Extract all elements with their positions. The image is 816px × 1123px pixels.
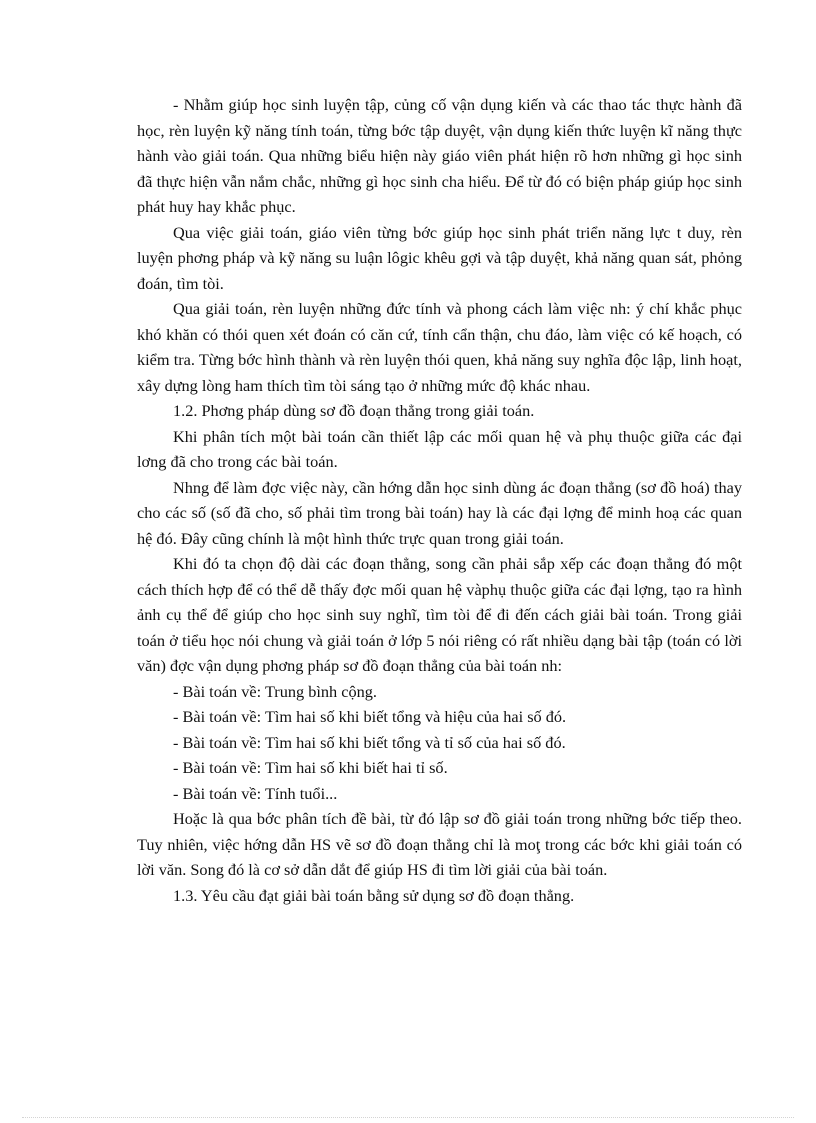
list-item: - Bài toán về: Tìm hai số khi biết hai tỉ số. [173, 758, 448, 777]
paragraph: Khi đó ta chọn độ dài các đoạn thẳng, song cần phải sắp xếp các đoạn thẳng đó một cách thích hợp để có thể dễ thấy đợc mối quan hệ vàphụ thuộc giữa các đại lợng, tạo ra hình ảnh cụ thể để giúp cho học sinh suy nghĩ, tìm tòi để đi đến cách giải bài toán. Trong giải toán ở tiểu học nói chung và giải toán ở lớp 5 nói riêng có rất nhiều dạng bài tập (toán có lời văn) đợc vận dụng phơng pháp sơ đồ đoạn thẳng của bài toán nh: [137, 554, 742, 675]
list-item: - Bài toán về: Tìm hai số khi biết tổng và tỉ số của hai số đó. [173, 732, 566, 752]
paragraph: Nhng để làm đợc việc này, cần hớng dẫn học sinh dùng ác đoạn thẳng (sơ đồ hoá) thay cho các số (số đã cho, số phải tìm trong bài toán) hay là các đại lợng để minh hoạ các quan hệ đó. Đây cũng chính là một hình thức trực quan trong giải toán. [137, 477, 742, 548]
section-heading-1-2: 1.2. Phơng pháp dùng sơ đồ đoạn thẳng trong giải toán. [173, 401, 535, 420]
paragraph: Hoặc là qua bớc phân tích đề bài, từ đó lập sơ đồ giải toán trong những bớc tiếp theo. Tuy nhiên, việc hớng dẫn HS vẽ sơ đồ đoạn thẳng chỉ là moţ trong các bớc khi giải toán có lời văn. Song đó là cơ sở dẫn dắt để giúp HS đi tìm lời giải của bài toán. [137, 809, 742, 879]
section-heading-1-3: 1.3. Yêu cầu đạt giải bài toán bằng sử dụng sơ đồ đoạn thẳng. [173, 885, 575, 905]
page-bottom-divider [22, 1117, 794, 1118]
document-body [137, 92, 742, 908]
paragraph: - Nhằm giúp học sinh luyện tập, củng cố vận dụng kiến và các thao tác thực hành đã học, rèn luyện kỹ năng tính toán, từng bớc tập duyệt, vận dụng kiến thức luyện kĩ năng thực hành vào giải toán. Qua những biểu hiện này giáo viên phát hiện rõ hơn những gì học sinh đã thực hiện vẫn nắm chắc, những gì học sinh cha hiểu. Để từ đó có biện pháp giúp học sinh phát huy hay khắc phục. [137, 95, 742, 216]
paragraph: Khi phân tích một bài toán cần thiết lập các mối quan hệ và phụ thuộc giữa các đại lơng đã cho trong các bài toán. [137, 426, 742, 471]
list-item: - Bài toán về: Tìm hai số khi biết tổng và hiệu của hai số đó. [173, 707, 567, 726]
paragraph: Qua giải toán, rèn luyện những đức tính và phong cách làm việc nh: ý chí khắc phục khó khăn có thói quen xét đoán có căn cứ, tính cẩn thận, chu đáo, làm việc có kế hoạch, có kiểm tra. Từng bớc hình thành và rèn luyện thói quen, khả năng suy nghĩa độc lập, linh hoạt, xây dựng lòng ham thích tìm tòi sáng tạo ở những mức độ khác nhau. [137, 299, 742, 395]
list-item: - Bài toán về: Tính tuổi... [173, 783, 338, 803]
list-item: - Bài toán về: Trung bình cộng. [173, 681, 377, 701]
paragraph: Qua việc giải toán, giáo viên từng bớc giúp học sinh phát triển năng lực t duy, rèn luyện phơng pháp và kỹ năng su luận lôgic khêu gợi và tập duyệt, khả năng quan sát, phỏng đoán, tìm tòi. [137, 222, 742, 293]
